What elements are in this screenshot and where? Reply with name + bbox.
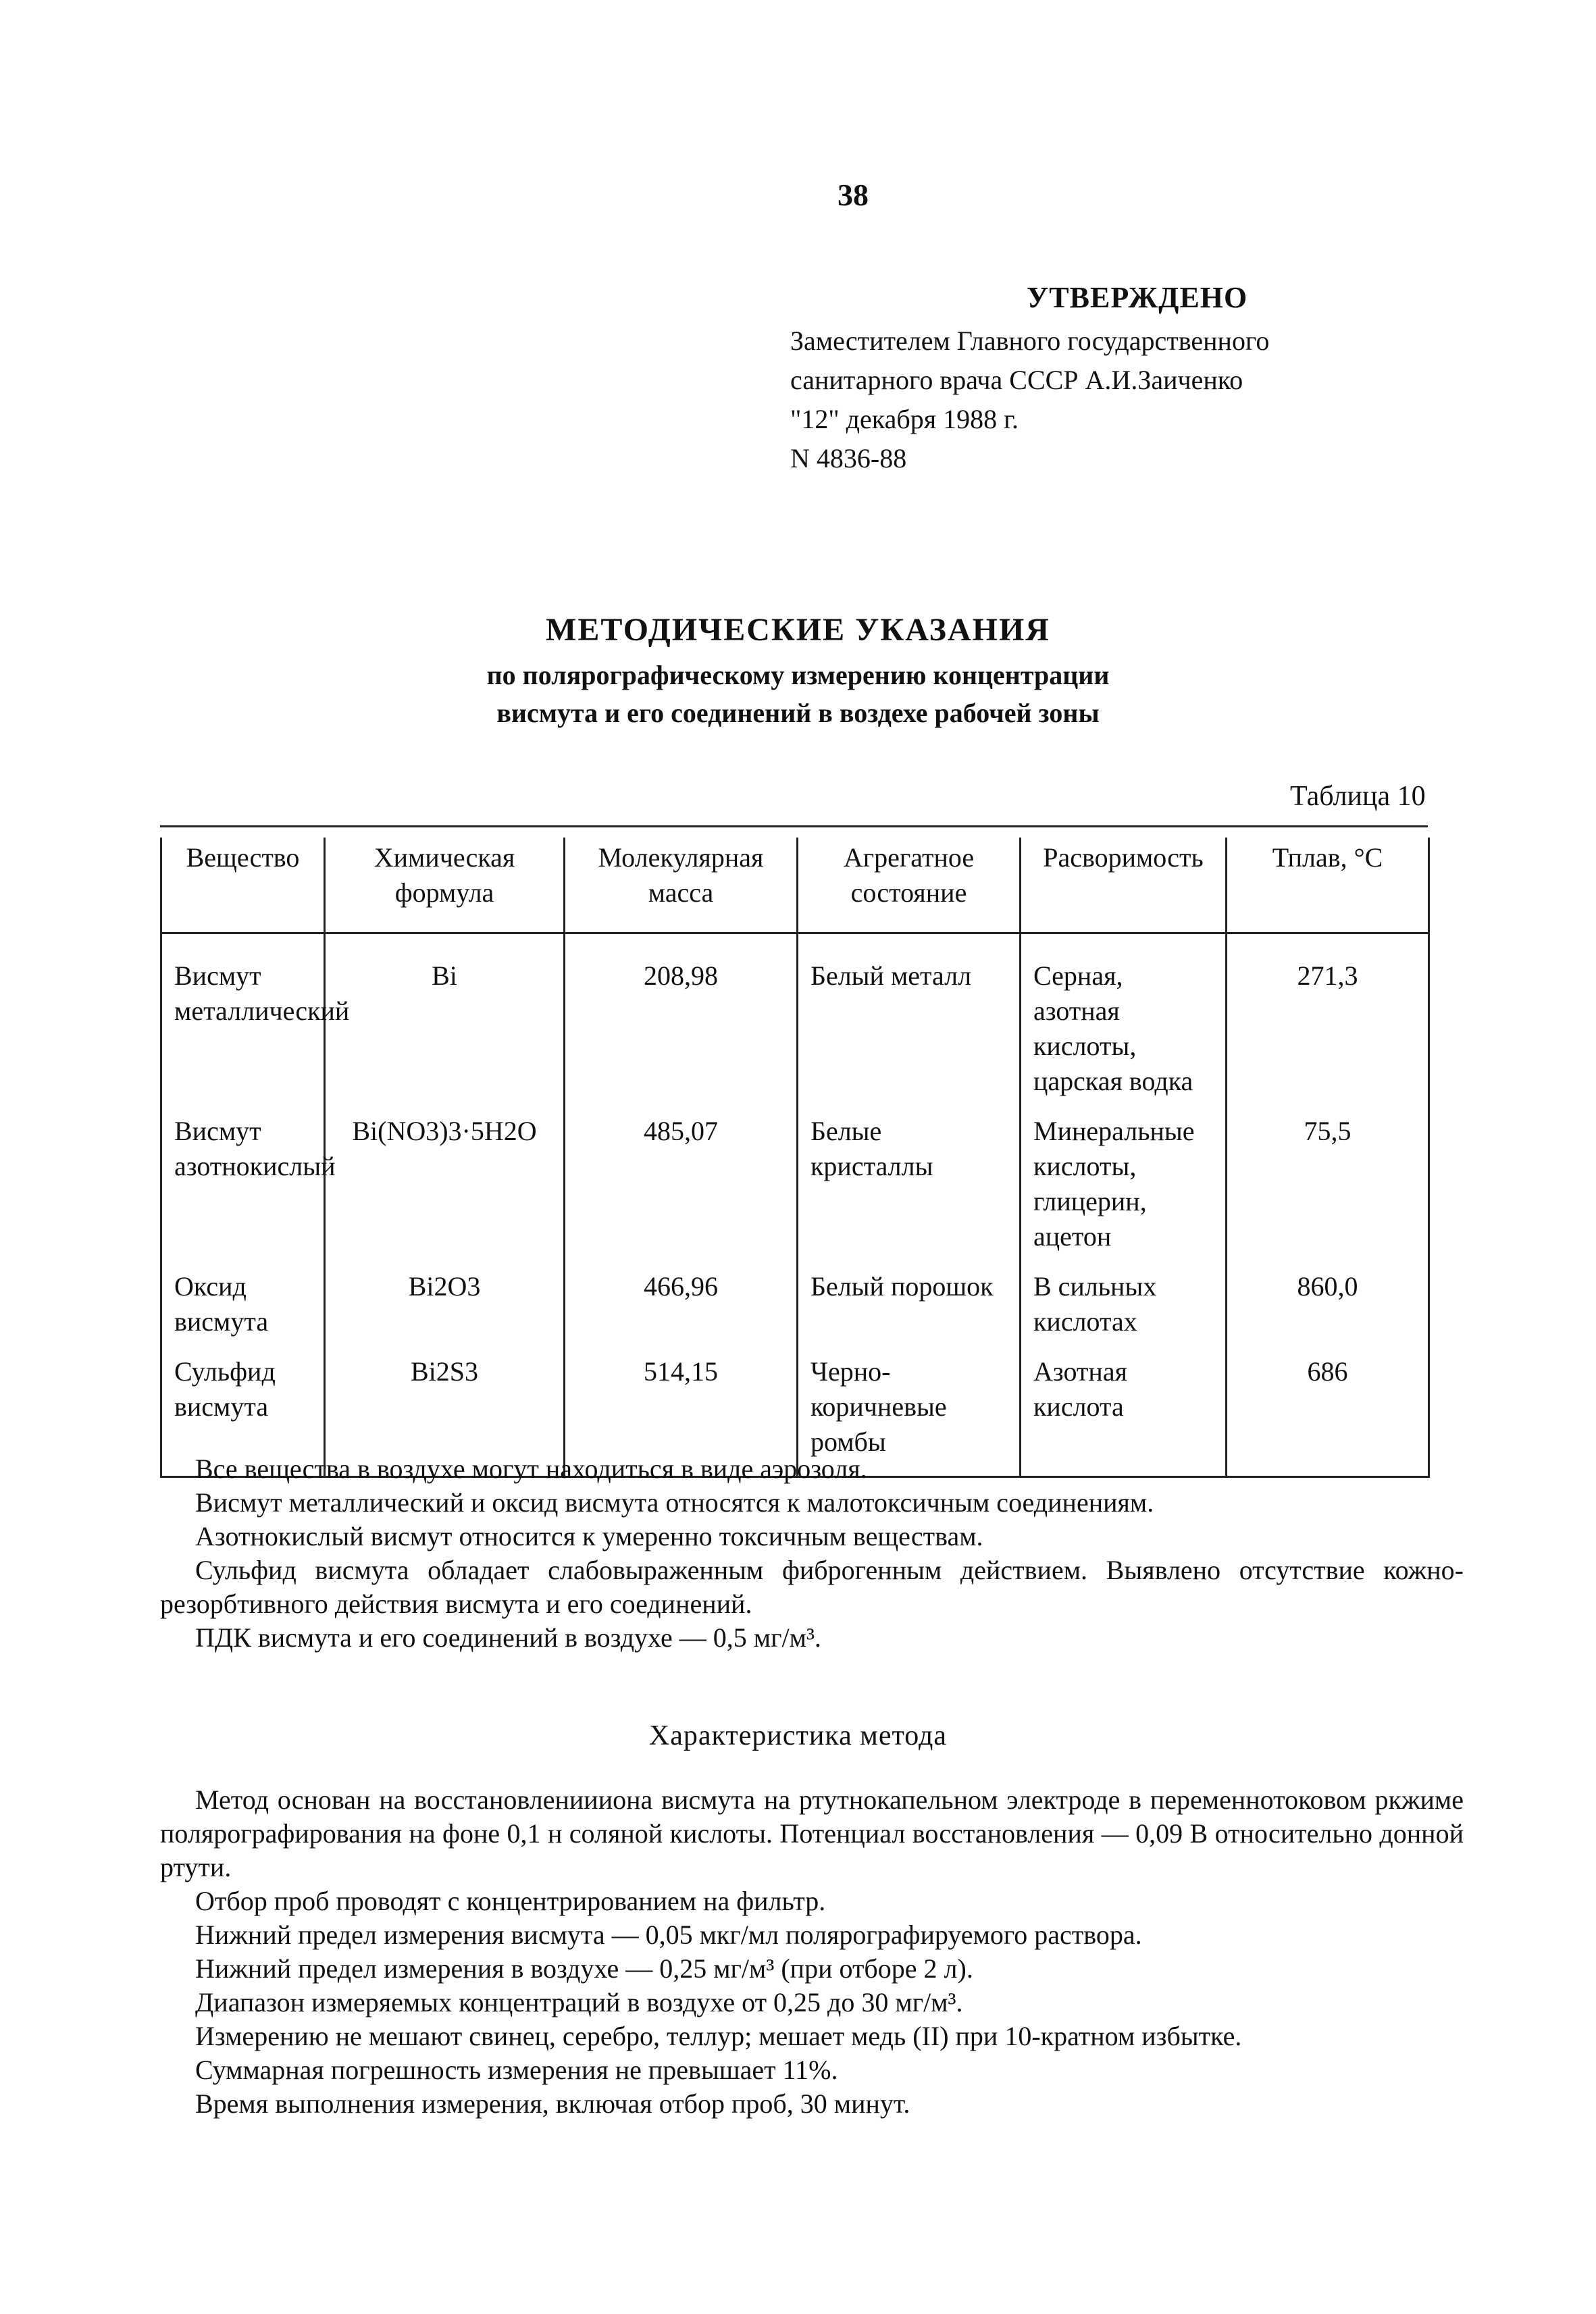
column-header: Агрегатное состояние — [798, 838, 1021, 933]
column-header: Расворимость — [1021, 838, 1227, 933]
document-title — [0, 611, 1596, 732]
cell-substance: Висмут металлический — [161, 933, 325, 1114]
method-paragraph: Измерению не мешают свинец, серебро, теллур; мешает медь (II) при 10-кратном избытке. — [195, 2021, 1242, 2051]
cell-substance: Оксид висмута — [161, 1269, 325, 1354]
note-paragraph: ПДК висмута и его соединений в воздухе — 0,5 мг/м³. — [195, 1622, 821, 1653]
cell-formula: Bi — [325, 933, 565, 1114]
cell-formula: Bi2O3 — [325, 1269, 565, 1354]
cell-substance: Висмут азотнокислый — [161, 1114, 325, 1269]
cell-melting-point: 271,3 — [1227, 933, 1429, 1114]
approval-line: Заместителем Главного государственного — [790, 326, 1270, 356]
cell-melting-point: 686 — [1227, 1354, 1429, 1477]
cell-mass: 208,98 — [565, 933, 798, 1114]
table-row — [161, 933, 1429, 1114]
cell-formula: Bi2S3 — [325, 1354, 565, 1477]
column-header: Молекулярная масса — [565, 838, 798, 933]
cell-melting-point: 860,0 — [1227, 1269, 1429, 1354]
cell-melting-point: 75,5 — [1227, 1114, 1429, 1269]
page-number: 38 — [838, 178, 869, 212]
table-caption: Таблица 10 — [1290, 781, 1426, 812]
cell-solubility: Серная, азотная кислоты, царская водка — [1021, 933, 1227, 1114]
table-top-rule — [160, 825, 1428, 827]
method-paragraph: Нижний предел измерения висмута — 0,05 мкг/мл полярографируемого раствора. — [195, 1920, 1142, 1950]
table-row — [161, 1114, 1429, 1269]
method-paragraph: Отбор проб проводят с концентрированием на фильтр. — [195, 1886, 826, 1916]
substances-table — [160, 838, 1430, 1478]
title-subtitle-line: по полярографическому измерению концентрации — [486, 660, 1110, 690]
approval-heading: УТВЕРЖДЕНО — [1027, 281, 1248, 314]
cell-formula: Bi(NO3)3·5H2O — [325, 1114, 565, 1269]
column-header: Химическая формула — [325, 838, 565, 933]
method-paragraph: Суммарная погрешность измерения не превышает 11%. — [195, 2055, 838, 2085]
cell-state: Белые кристаллы — [798, 1114, 1021, 1269]
cell-substance: Сульфид висмута — [161, 1354, 325, 1477]
method-paragraph: Нижний предел измерения в воздухе — 0,25 мг/м³ (при отборе 2 л). — [195, 1953, 973, 1984]
cell-solubility: Азотная кислота — [1021, 1354, 1227, 1477]
method-paragraph: Время выполнения измерения, включая отбор проб, 30 минут. — [195, 2088, 910, 2119]
table-header-row — [161, 838, 1429, 933]
title-subtitle-line: висмута и его соединений в воздехе рабочей зоны — [496, 698, 1100, 728]
column-header: Вещество — [161, 838, 325, 933]
approval-line: N 4836-88 — [790, 443, 907, 473]
note-paragraph: Сульфид висмута обладает слабовыраженным фиброгенным действием. Выявлено отсутствие кожно-резорбтивного действия висмута и его соединений. — [160, 1555, 1464, 1619]
cell-solubility: В сильных кислотах — [1021, 1269, 1227, 1354]
method-paragraph: Диапазон измеряемых концентраций в воздухе от 0,25 до 30 мг/м³. — [195, 1987, 963, 2017]
column-header: Тплав, °С — [1227, 838, 1429, 933]
note-paragraph: Висмут металлический и оксид висмута относятся к малотоксичным соединениям. — [195, 1487, 1154, 1518]
cell-state: Белый металл — [798, 933, 1021, 1114]
title-main: МЕТОДИЧЕСКИЕ УКАЗАНИЯ — [546, 612, 1050, 648]
approval-block — [790, 278, 1269, 478]
approval-line: "12" декабря 1988 г. — [790, 404, 1019, 434]
table-row — [161, 1269, 1429, 1354]
note-paragraph: Азотнокислый висмут относится к умеренно токсичным веществам. — [195, 1521, 983, 1551]
cell-solubility: Минеральные кислоты, глицерин, ацетон — [1021, 1114, 1227, 1269]
cell-mass: 466,96 — [565, 1269, 798, 1354]
cell-mass: 514,15 — [565, 1354, 798, 1477]
approval-line: санитарного врача СССР А.И.Заиченко — [790, 365, 1243, 395]
method-paragraph: Метод основан на восстановлениииона висмута на ртутнокапельном электроде в переменнотоковом ркжиме полярографирования на фоне 0,1 н соляной кислоты. Потенциал восстановления — 0,09 В относительно донной ртути. — [160, 1784, 1464, 1882]
section-title: Характеристика метода — [648, 1720, 948, 1751]
method-block — [160, 1783, 1464, 2121]
notes-block — [160, 1452, 1464, 1655]
note-paragraph: Все вещества в воздухе могут находиться в виде аэрозоля. — [195, 1454, 867, 1484]
cell-state: Белый порошок — [798, 1269, 1021, 1354]
cell-mass: 485,07 — [565, 1114, 798, 1269]
cell-state: Черно-коричневые ромбы — [798, 1354, 1021, 1477]
